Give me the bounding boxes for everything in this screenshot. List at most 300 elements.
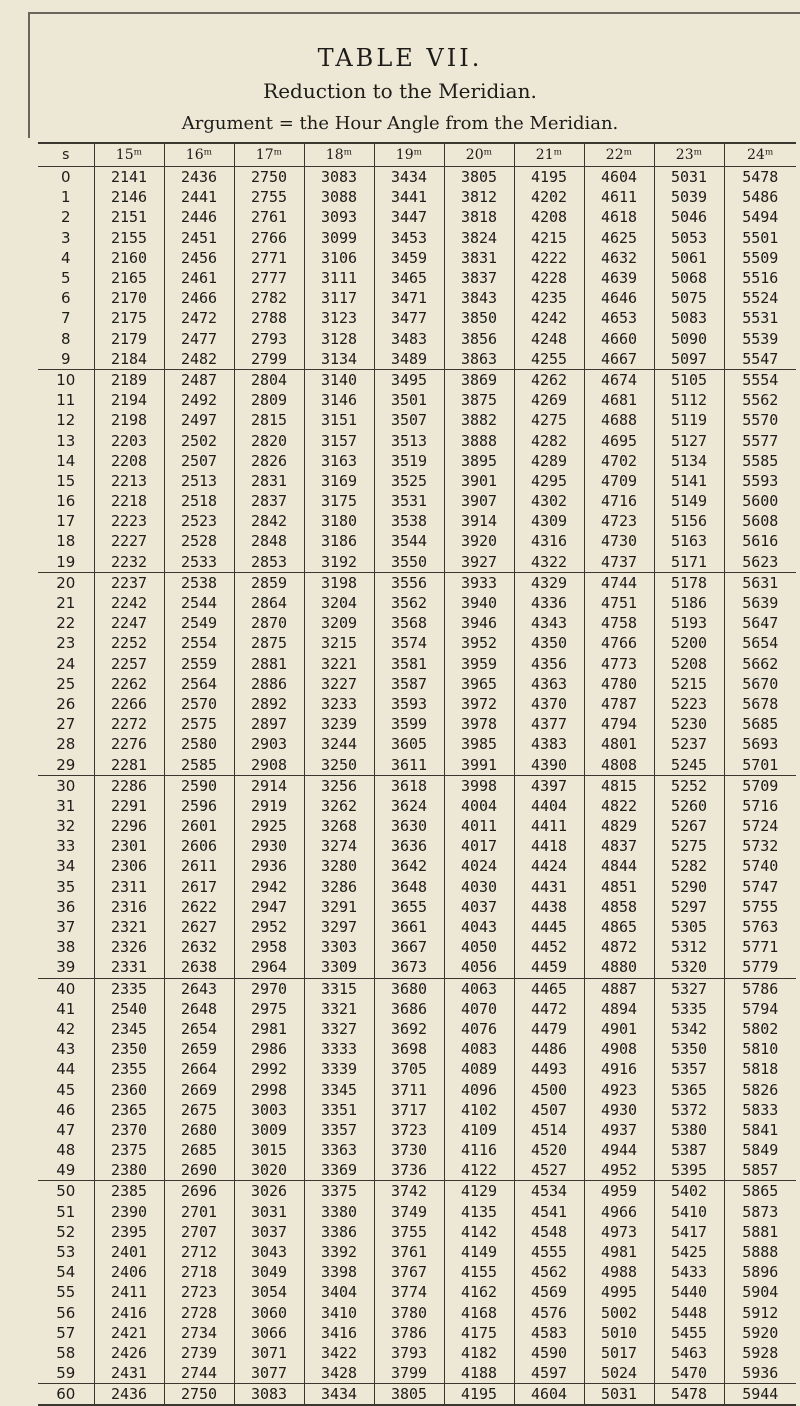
table-cell: 5440 bbox=[654, 1282, 724, 1302]
table-cell: 5208 bbox=[654, 654, 724, 674]
table-cell: 4336 bbox=[514, 593, 584, 613]
table-cell: 2301 bbox=[94, 836, 164, 856]
table-cell: 4215 bbox=[514, 228, 584, 248]
row-seconds-cell: 47 bbox=[38, 1120, 94, 1140]
table-cell: 2664 bbox=[164, 1059, 234, 1079]
table-cell: 3140 bbox=[304, 369, 374, 390]
table-cell: 3863 bbox=[444, 349, 514, 370]
table-cell: 2165 bbox=[94, 268, 164, 288]
table-cell: 5639 bbox=[724, 593, 796, 613]
table-cell: 3404 bbox=[304, 1282, 374, 1302]
table-cell: 5608 bbox=[724, 511, 796, 531]
table-cell: 2925 bbox=[234, 816, 304, 836]
table-cell: 5833 bbox=[724, 1100, 796, 1120]
row-seconds-cell: 1 bbox=[38, 187, 94, 207]
table-cell: 5141 bbox=[654, 471, 724, 491]
table-cell: 4901 bbox=[584, 1019, 654, 1039]
table-cell: 3717 bbox=[374, 1100, 444, 1120]
table-cell: 2750 bbox=[164, 1384, 234, 1406]
table-cell: 5215 bbox=[654, 674, 724, 694]
table-row bbox=[38, 1120, 796, 1140]
table-cell: 2291 bbox=[94, 796, 164, 816]
table-cell: 5031 bbox=[584, 1384, 654, 1406]
table-cell: 3315 bbox=[304, 978, 374, 999]
table-row bbox=[38, 430, 796, 450]
table-cell: 3215 bbox=[304, 633, 374, 653]
table-cell: 2750 bbox=[234, 167, 304, 188]
row-seconds-cell: 31 bbox=[38, 796, 94, 816]
column-header-minutes: 18ᵐ bbox=[304, 143, 374, 167]
table-cell: 3180 bbox=[304, 511, 374, 531]
table-cell: 3020 bbox=[234, 1160, 304, 1181]
table-cell: 3386 bbox=[304, 1222, 374, 1242]
table-cell: 5149 bbox=[654, 491, 724, 511]
table-cell: 2831 bbox=[234, 471, 304, 491]
table-cell: 4780 bbox=[584, 674, 654, 694]
table-cell: 3209 bbox=[304, 613, 374, 633]
table-row bbox=[38, 187, 796, 207]
table-cell: 4555 bbox=[514, 1242, 584, 1262]
table-cell: 4597 bbox=[514, 1363, 584, 1384]
row-seconds-cell: 20 bbox=[38, 572, 94, 593]
table-cell: 4188 bbox=[444, 1363, 514, 1384]
table-cell: 4702 bbox=[584, 451, 654, 471]
table-cell: 3882 bbox=[444, 410, 514, 430]
table-cell: 5896 bbox=[724, 1262, 796, 1282]
table-cell: 5320 bbox=[654, 957, 724, 978]
row-seconds-cell: 11 bbox=[38, 390, 94, 410]
table-cell: 5380 bbox=[654, 1120, 724, 1140]
table-cell: 4302 bbox=[514, 491, 584, 511]
table-cell: 5031 bbox=[654, 167, 724, 188]
table-cell: 4766 bbox=[584, 633, 654, 653]
table-cell: 3471 bbox=[374, 288, 444, 308]
table-cell: 2701 bbox=[164, 1202, 234, 1222]
table-row bbox=[38, 694, 796, 714]
table-cell: 2540 bbox=[94, 999, 164, 1019]
table-cell: 4995 bbox=[584, 1282, 654, 1302]
row-seconds-cell: 49 bbox=[38, 1160, 94, 1181]
table-cell: 2975 bbox=[234, 999, 304, 1019]
table-row bbox=[38, 1282, 796, 1302]
table-cell: 2311 bbox=[94, 877, 164, 897]
row-seconds-cell: 56 bbox=[38, 1303, 94, 1323]
table-cell: 3907 bbox=[444, 491, 514, 511]
row-seconds-cell: 5 bbox=[38, 268, 94, 288]
table-cell: 2146 bbox=[94, 187, 164, 207]
row-seconds-cell: 51 bbox=[38, 1202, 94, 1222]
table-cell: 2456 bbox=[164, 248, 234, 268]
table-cell: 3730 bbox=[374, 1140, 444, 1160]
table-cell: 3428 bbox=[304, 1363, 374, 1384]
table-cell: 5547 bbox=[724, 349, 796, 370]
table-cell: 3869 bbox=[444, 369, 514, 390]
table-cell: 4709 bbox=[584, 471, 654, 491]
table-cell: 5119 bbox=[654, 410, 724, 430]
table-cell: 2654 bbox=[164, 1019, 234, 1039]
table-cell: 3736 bbox=[374, 1160, 444, 1181]
table-cell: 3077 bbox=[234, 1363, 304, 1384]
table-cell: 3465 bbox=[374, 268, 444, 288]
row-seconds-cell: 2 bbox=[38, 207, 94, 227]
table-cell: 3920 bbox=[444, 531, 514, 551]
table-cell: 4527 bbox=[514, 1160, 584, 1181]
table-cell: 2390 bbox=[94, 1202, 164, 1222]
table-cell: 3940 bbox=[444, 593, 514, 613]
table-cell: 3250 bbox=[304, 754, 374, 775]
table-cell: 5509 bbox=[724, 248, 796, 268]
row-seconds-cell: 33 bbox=[38, 836, 94, 856]
table-cell: 4050 bbox=[444, 937, 514, 957]
row-seconds-cell: 45 bbox=[38, 1079, 94, 1099]
table-cell: 3054 bbox=[234, 1282, 304, 1302]
table-cell: 2507 bbox=[164, 451, 234, 471]
table-cell: 5501 bbox=[724, 228, 796, 248]
table-cell: 2564 bbox=[164, 674, 234, 694]
table-cell: 2848 bbox=[234, 531, 304, 551]
table-cell: 4520 bbox=[514, 1140, 584, 1160]
table-cell: 3146 bbox=[304, 390, 374, 410]
table-cell: 3398 bbox=[304, 1262, 374, 1282]
table-cell: 3786 bbox=[374, 1323, 444, 1343]
table-cell: 3667 bbox=[374, 937, 444, 957]
table-argument: Argument = the Hour Angle from the Meridian. bbox=[181, 113, 619, 134]
table-cell: 2208 bbox=[94, 451, 164, 471]
table-cell: 5417 bbox=[654, 1222, 724, 1242]
table-cell: 2580 bbox=[164, 734, 234, 754]
table-cell: 4844 bbox=[584, 856, 654, 876]
table-cell: 5290 bbox=[654, 877, 724, 897]
table-cell: 3895 bbox=[444, 451, 514, 471]
table-cell: 2958 bbox=[234, 937, 304, 957]
table-row bbox=[38, 410, 796, 430]
table-cell: 4089 bbox=[444, 1059, 514, 1079]
table-cell: 4611 bbox=[584, 187, 654, 207]
table-cell: 4653 bbox=[584, 308, 654, 328]
table-cell: 3755 bbox=[374, 1222, 444, 1242]
table-cell: 4363 bbox=[514, 674, 584, 694]
table-cell: 3767 bbox=[374, 1262, 444, 1282]
row-seconds-cell: 10 bbox=[38, 369, 94, 390]
table-cell: 4730 bbox=[584, 531, 654, 551]
table-cell: 2502 bbox=[164, 430, 234, 450]
table-cell: 3026 bbox=[234, 1181, 304, 1202]
table-cell: 5928 bbox=[724, 1343, 796, 1363]
table-cell: 2596 bbox=[164, 796, 234, 816]
table-cell: 2942 bbox=[234, 877, 304, 897]
table-row bbox=[38, 978, 796, 999]
table-cell: 5944 bbox=[724, 1384, 796, 1406]
table-row bbox=[38, 1363, 796, 1384]
table-cell: 2482 bbox=[164, 349, 234, 370]
table-cell: 3630 bbox=[374, 816, 444, 836]
table-cell: 4493 bbox=[514, 1059, 584, 1079]
table-cell: 4486 bbox=[514, 1039, 584, 1059]
table-cell: 4445 bbox=[514, 917, 584, 937]
table-cell: 4923 bbox=[584, 1079, 654, 1099]
table-cell: 2723 bbox=[164, 1282, 234, 1302]
table-cell: 2669 bbox=[164, 1079, 234, 1099]
table-cell: 4908 bbox=[584, 1039, 654, 1059]
table-cell: 5127 bbox=[654, 430, 724, 450]
table-cell: 4681 bbox=[584, 390, 654, 410]
table-cell: 2472 bbox=[164, 308, 234, 328]
table-cell: 4723 bbox=[584, 511, 654, 531]
table-header-row bbox=[38, 143, 796, 167]
table-cell: 2518 bbox=[164, 491, 234, 511]
table-cell: 2232 bbox=[94, 552, 164, 573]
table-cell: 4037 bbox=[444, 897, 514, 917]
table-cell: 5841 bbox=[724, 1120, 796, 1140]
table-cell: 2930 bbox=[234, 836, 304, 856]
table-cell: 2986 bbox=[234, 1039, 304, 1059]
table-cell: 3192 bbox=[304, 552, 374, 573]
table-row bbox=[38, 1160, 796, 1181]
table-cell: 4431 bbox=[514, 877, 584, 897]
table-cell: 5061 bbox=[654, 248, 724, 268]
table-cell: 4056 bbox=[444, 957, 514, 978]
column-header-minutes: 16ᵐ bbox=[164, 143, 234, 167]
table-cell: 4667 bbox=[584, 349, 654, 370]
table-cell: 3357 bbox=[304, 1120, 374, 1140]
table-cell: 5662 bbox=[724, 654, 796, 674]
table-cell: 4289 bbox=[514, 451, 584, 471]
table-cell: 4004 bbox=[444, 796, 514, 816]
table-cell: 3799 bbox=[374, 1363, 444, 1384]
reduction-table bbox=[38, 142, 796, 1406]
table-cell: 2350 bbox=[94, 1039, 164, 1059]
table-cell: 3965 bbox=[444, 674, 514, 694]
table-cell: 4195 bbox=[444, 1384, 514, 1406]
table-cell: 2223 bbox=[94, 511, 164, 531]
table-cell: 3392 bbox=[304, 1242, 374, 1262]
table-cell: 5600 bbox=[724, 491, 796, 511]
table-cell: 4548 bbox=[514, 1222, 584, 1242]
table-cell: 4562 bbox=[514, 1262, 584, 1282]
table-cell: 5810 bbox=[724, 1039, 796, 1059]
table-cell: 2286 bbox=[94, 775, 164, 796]
table-cell: 2380 bbox=[94, 1160, 164, 1181]
table-cell: 5260 bbox=[654, 796, 724, 816]
table-cell: 3037 bbox=[234, 1222, 304, 1242]
table-cell: 2842 bbox=[234, 511, 304, 531]
table-cell: 2992 bbox=[234, 1059, 304, 1079]
table-cell: 2728 bbox=[164, 1303, 234, 1323]
table-row bbox=[38, 593, 796, 613]
table-cell: 2426 bbox=[94, 1343, 164, 1363]
table-cell: 5463 bbox=[654, 1343, 724, 1363]
table-cell: 5357 bbox=[654, 1059, 724, 1079]
table-cell: 3221 bbox=[304, 654, 374, 674]
table-cell: 5531 bbox=[724, 308, 796, 328]
table-cell: 4017 bbox=[444, 836, 514, 856]
table-cell: 3227 bbox=[304, 674, 374, 694]
table-row bbox=[38, 877, 796, 897]
table-cell: 4858 bbox=[584, 897, 654, 917]
table-cell: 5002 bbox=[584, 1303, 654, 1323]
row-seconds-cell: 54 bbox=[38, 1262, 94, 1282]
table-cell: 3805 bbox=[374, 1384, 444, 1406]
table-cell: 5562 bbox=[724, 390, 796, 410]
table-cell: 4829 bbox=[584, 816, 654, 836]
row-seconds-cell: 25 bbox=[38, 674, 94, 694]
table-cell: 4894 bbox=[584, 999, 654, 1019]
table-cell: 5365 bbox=[654, 1079, 724, 1099]
table-cell: 3106 bbox=[304, 248, 374, 268]
table-cell: 4076 bbox=[444, 1019, 514, 1039]
table-cell: 2952 bbox=[234, 917, 304, 937]
row-seconds-cell: 48 bbox=[38, 1140, 94, 1160]
table-row bbox=[38, 654, 796, 674]
table-cell: 3692 bbox=[374, 1019, 444, 1039]
table-cell: 3447 bbox=[374, 207, 444, 227]
table-cell: 4024 bbox=[444, 856, 514, 876]
table-cell: 5134 bbox=[654, 451, 724, 471]
table-cell: 2696 bbox=[164, 1181, 234, 1202]
table-cell: 2170 bbox=[94, 288, 164, 308]
table-cell: 3333 bbox=[304, 1039, 374, 1059]
table-cell: 2820 bbox=[234, 430, 304, 450]
table-cell: 3043 bbox=[234, 1242, 304, 1262]
table-cell: 4794 bbox=[584, 714, 654, 734]
table-cell: 5245 bbox=[654, 754, 724, 775]
table-cell: 5171 bbox=[654, 552, 724, 573]
table-row bbox=[38, 308, 796, 328]
table-cell: 4242 bbox=[514, 308, 584, 328]
table-cell: 3686 bbox=[374, 999, 444, 1019]
table-cell: 3175 bbox=[304, 491, 374, 511]
table-cell: 3453 bbox=[374, 228, 444, 248]
table-cell: 4322 bbox=[514, 552, 584, 573]
table-cell: 4083 bbox=[444, 1039, 514, 1059]
table-cell: 3060 bbox=[234, 1303, 304, 1323]
row-seconds-cell: 39 bbox=[38, 957, 94, 978]
table-cell: 5478 bbox=[724, 167, 796, 188]
table-cell: 2690 bbox=[164, 1160, 234, 1181]
table-cell: 3434 bbox=[304, 1384, 374, 1406]
table-cell: 2549 bbox=[164, 613, 234, 633]
table-cell: 3946 bbox=[444, 613, 514, 633]
table-cell: 4944 bbox=[584, 1140, 654, 1160]
column-header-minutes: 15ᵐ bbox=[94, 143, 164, 167]
table-cell: 2355 bbox=[94, 1059, 164, 1079]
table-cell: 4966 bbox=[584, 1202, 654, 1222]
table-cell: 4295 bbox=[514, 471, 584, 491]
table-cell: 2617 bbox=[164, 877, 234, 897]
table-cell: 3274 bbox=[304, 836, 374, 856]
table-row bbox=[38, 917, 796, 937]
table-cell: 2892 bbox=[234, 694, 304, 714]
table-cell: 3998 bbox=[444, 775, 514, 796]
table-cell: 3083 bbox=[234, 1384, 304, 1406]
table-row bbox=[38, 816, 796, 836]
table-cell: 5881 bbox=[724, 1222, 796, 1242]
table-cell: 5779 bbox=[724, 957, 796, 978]
table-cell: 2198 bbox=[94, 410, 164, 430]
table-cell: 3233 bbox=[304, 694, 374, 714]
table-cell: 2739 bbox=[164, 1343, 234, 1363]
table-cell: 5395 bbox=[654, 1160, 724, 1181]
row-seconds-cell: 43 bbox=[38, 1039, 94, 1059]
table-row bbox=[38, 714, 796, 734]
table-cell: 3009 bbox=[234, 1120, 304, 1140]
table-cell: 2680 bbox=[164, 1120, 234, 1140]
table-cell: 5570 bbox=[724, 410, 796, 430]
table-cell: 2919 bbox=[234, 796, 304, 816]
table-cell: 4688 bbox=[584, 410, 654, 430]
row-seconds-cell: 23 bbox=[38, 633, 94, 653]
table-cell: 4930 bbox=[584, 1100, 654, 1120]
table-cell: 4235 bbox=[514, 288, 584, 308]
table-cell: 3071 bbox=[234, 1343, 304, 1363]
table-cell: 2213 bbox=[94, 471, 164, 491]
table-cell: 3483 bbox=[374, 329, 444, 349]
table-cell: 4541 bbox=[514, 1202, 584, 1222]
table-cell: 3655 bbox=[374, 897, 444, 917]
table-cell: 4452 bbox=[514, 937, 584, 957]
table-cell: 4438 bbox=[514, 897, 584, 917]
table-cell: 4751 bbox=[584, 593, 654, 613]
table-cell: 2611 bbox=[164, 856, 234, 876]
row-seconds-cell: 12 bbox=[38, 410, 94, 430]
table-cell: 4808 bbox=[584, 754, 654, 775]
table-cell: 5786 bbox=[724, 978, 796, 999]
table-cell: 2194 bbox=[94, 390, 164, 410]
table-cell: 5186 bbox=[654, 593, 724, 613]
table-cell: 3742 bbox=[374, 1181, 444, 1202]
top-border-rule bbox=[28, 12, 800, 14]
table-cell: 3914 bbox=[444, 511, 514, 531]
table-cell: 4182 bbox=[444, 1343, 514, 1363]
table-cell: 3593 bbox=[374, 694, 444, 714]
table-cell: 3611 bbox=[374, 754, 444, 775]
row-seconds-cell: 18 bbox=[38, 531, 94, 551]
table-cell: 2970 bbox=[234, 978, 304, 999]
table-cell: 4011 bbox=[444, 816, 514, 836]
table-cell: 3422 bbox=[304, 1343, 374, 1363]
table-cell: 3327 bbox=[304, 1019, 374, 1039]
table-cell: 2585 bbox=[164, 754, 234, 775]
table-cell: 4397 bbox=[514, 775, 584, 796]
table-cell: 2766 bbox=[234, 228, 304, 248]
table-cell: 4569 bbox=[514, 1282, 584, 1302]
row-seconds-cell: 30 bbox=[38, 775, 94, 796]
table-cell: 2451 bbox=[164, 228, 234, 248]
table-row bbox=[38, 1019, 796, 1039]
table-cell: 2411 bbox=[94, 1282, 164, 1302]
table-cell: 5252 bbox=[654, 775, 724, 796]
table-cell: 5616 bbox=[724, 531, 796, 551]
table-cell: 5912 bbox=[724, 1303, 796, 1323]
row-seconds-cell: 53 bbox=[38, 1242, 94, 1262]
table-cell: 2262 bbox=[94, 674, 164, 694]
table-cell: 3599 bbox=[374, 714, 444, 734]
table-cell: 5904 bbox=[724, 1282, 796, 1302]
table-cell: 3562 bbox=[374, 593, 444, 613]
table-cell: 5193 bbox=[654, 613, 724, 633]
table-cell: 5865 bbox=[724, 1181, 796, 1202]
table-cell: 3636 bbox=[374, 836, 444, 856]
table-cell: 3673 bbox=[374, 957, 444, 978]
table-row bbox=[38, 1202, 796, 1222]
table-cell: 3151 bbox=[304, 410, 374, 430]
table-row bbox=[38, 1181, 796, 1202]
table-row bbox=[38, 674, 796, 694]
table-cell: 2175 bbox=[94, 308, 164, 328]
table-cell: 3351 bbox=[304, 1100, 374, 1120]
table-cell: 5678 bbox=[724, 694, 796, 714]
table-cell: 2441 bbox=[164, 187, 234, 207]
